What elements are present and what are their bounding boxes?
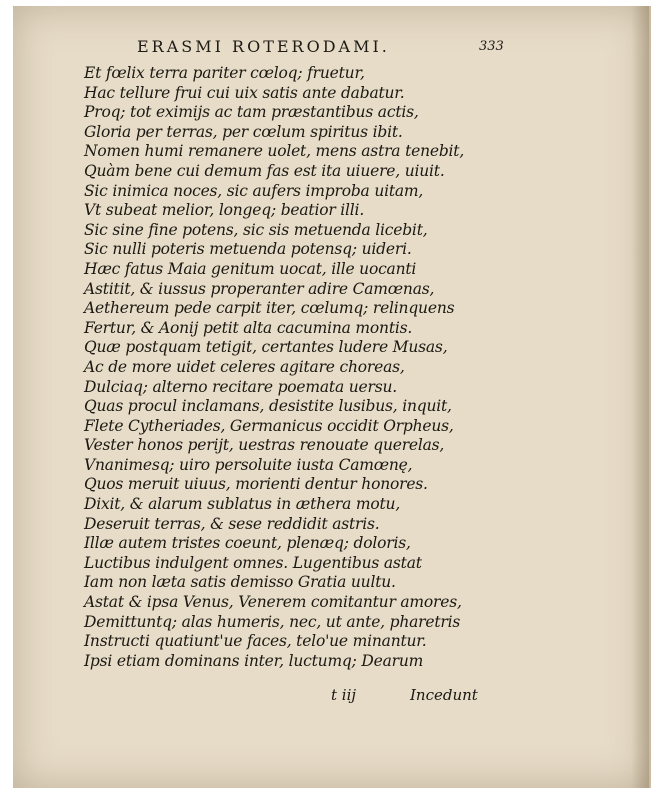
verse-line: Nomen humi remanere uolet, mens astra tenebit, <box>84 142 465 161</box>
running-title: ERASMI ROTERODAMI. <box>137 37 390 56</box>
verse-line: Sic nulli poteris metuenda potensq; uideri. <box>84 240 412 259</box>
verse-line: Vnanimesq; uiro persoluite iusta Camœnę, <box>84 455 413 474</box>
verse-line: Demittuntq; alas humeris, nec, ut ante, pharetris <box>84 612 461 631</box>
verse-line: Quæ postquam tetigit, certantes ludere Musas, <box>84 338 448 357</box>
verse-line: Proq; tot eximijs ac tam præstantibus actis, <box>84 103 419 122</box>
verse-line: Deseruit terras, & sese reddidit astris. <box>84 514 380 533</box>
verse-line: Instructi quatiunt'ue faces, telo'ue minantur. <box>84 632 427 651</box>
verse-line: Dixit, & alarum sublatus in æthera motu, <box>84 495 401 514</box>
catchword: Incedunt <box>410 686 478 704</box>
verse-line: Illæ autem tristes coeunt, plenæq; doloris, <box>84 534 411 553</box>
verse-line: Flete Cytheriades, Germanicus occidit Orpheus, <box>84 416 454 435</box>
verse-line: Hac tellure frui cui uix satis ante dabatur. <box>84 83 405 102</box>
verse-line: Et fœlix terra pariter cœloq; fruetur, <box>84 64 365 82</box>
page-number: 333 <box>479 39 504 54</box>
verse-line: Vt subeat melior, longeq; beatior illi. <box>84 201 365 220</box>
verse-line: Sic sine fine potens, sic sis metuenda licebit, <box>84 220 428 239</box>
verse-line: Quàm bene cui demum fas est ita uiuere, uiuit. <box>84 161 445 180</box>
verse-line: Gloria per terras, per cœlum spiritus ibit. <box>84 122 403 141</box>
verse-line: Iam non læta satis demisso Gratia uultu. <box>84 573 396 592</box>
verse-text <box>84 64 464 671</box>
verse-line: Vester honos perijt, uestras renouate querelas, <box>84 436 445 455</box>
verse-line: Aethereum pede carpit iter, cœlumq; relinquens <box>84 299 455 318</box>
verse-line: Quas procul inclamans, desistite lusibus, inquit, <box>84 397 452 416</box>
verse-line: Quos meruit uiuus, morienti dentur honores. <box>84 475 428 494</box>
verse-line: Ipsi etiam dominans inter, luctumq; Dearum <box>84 651 424 670</box>
verse-line: Astitit, & iussus properanter adire Camœnas, <box>84 279 435 298</box>
verse-line: Dulciaq; alterno recitare poemata uersu. <box>84 377 397 396</box>
verse-line: Luctibus indulgent omnes. Lugentibus astat <box>84 553 422 572</box>
verse-line: Astat & ipsa Venus, Venerem comitantur amores, <box>84 593 462 612</box>
verse-line: Hæc fatus Maia genitum uocat, ille uocanti <box>84 259 417 278</box>
signature-mark: t iij <box>331 686 357 704</box>
book-page <box>13 6 651 788</box>
verse-line: Sic inimica noces, sic aufers improba uitam, <box>84 181 424 200</box>
verse-line: Fertur, & Aonij petit alta cacumina montis. <box>84 318 413 337</box>
verse-line: Ac de more uidet celeres agitare choreas, <box>84 357 405 376</box>
